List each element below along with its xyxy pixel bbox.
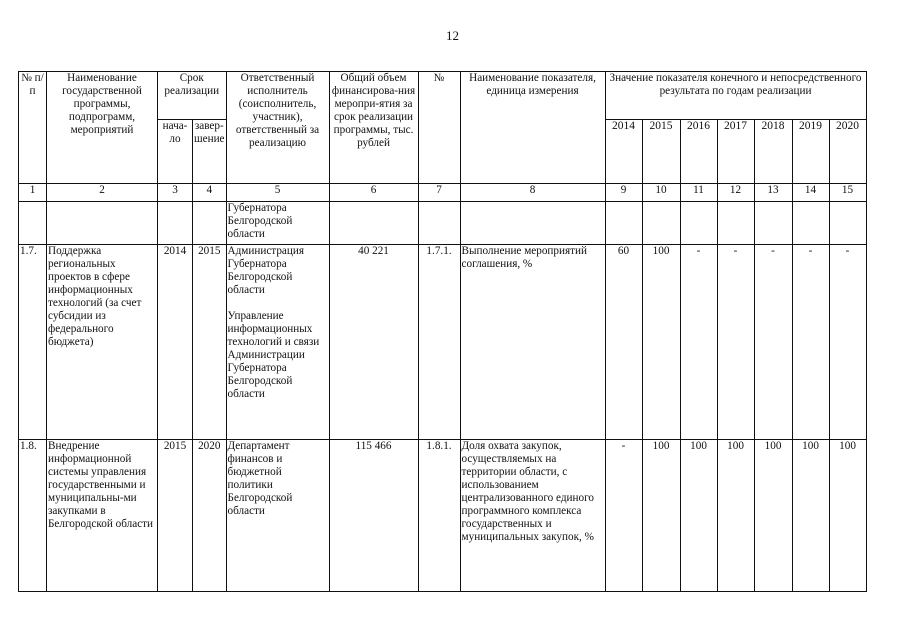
column-number: 7	[418, 184, 460, 202]
indicator-value: -	[717, 245, 754, 440]
financing-amount: 115 466	[329, 440, 418, 592]
indicator-value: 100	[680, 440, 717, 592]
header-year: 2017	[717, 120, 754, 184]
indicator-name: Выполнение мероприятий соглашения, %	[460, 245, 605, 440]
start-year: 2014	[158, 245, 193, 440]
indicator-number: 1.7.1.	[418, 245, 460, 440]
column-number: 10	[642, 184, 680, 202]
header-year: 2014	[605, 120, 642, 184]
measure-name: Поддержка региональных проектов в сфере информационных технологий (за счет субсидии из федерального бюджета)	[47, 245, 158, 440]
column-number: 8	[460, 184, 605, 202]
continuation-row	[19, 202, 867, 245]
table-row	[19, 440, 867, 592]
financing-amount: 40 221	[329, 245, 418, 440]
header-name: Наименование государственной программы, подпрограмм, мероприятий	[47, 72, 158, 184]
indicator-value: -	[680, 245, 717, 440]
header-year: 2019	[792, 120, 829, 184]
column-number: 5	[226, 184, 329, 202]
indicator-value: 100	[642, 245, 680, 440]
header-year: 2020	[829, 120, 866, 184]
indicator-value: -	[754, 245, 792, 440]
end-year: 2020	[193, 440, 227, 592]
indicator-value: -	[792, 245, 829, 440]
header-term: Срок реализации	[158, 72, 227, 120]
indicator-value: 100	[642, 440, 680, 592]
column-number: 1	[19, 184, 47, 202]
indicator-name: Доля охвата закупок, осуществляемых на территории области, с использованием централизованного единого программного комплекса государственных и муниципальных закупок, %	[460, 440, 605, 592]
header-year: 2016	[680, 120, 717, 184]
start-year: 2015	[158, 440, 193, 592]
header-year: 2015	[642, 120, 680, 184]
header-term-end: завер-шение	[193, 120, 227, 184]
header-indicator-num: №	[418, 72, 460, 184]
column-number: 15	[829, 184, 866, 202]
row-number: 1.7.	[19, 245, 47, 440]
column-number: 13	[754, 184, 792, 202]
column-number: 12	[717, 184, 754, 202]
indicator-value: 100	[754, 440, 792, 592]
header-financing: Общий объем финансирова-ния меропри-ятия за срок реализации программы, тыс. рублей	[329, 72, 418, 184]
responsible-cell: Губернатора Белгородской области	[226, 202, 329, 245]
column-number: 11	[680, 184, 717, 202]
indicator-value: -	[829, 245, 866, 440]
measure-name: Внедрение информационной системы управления государственными и муниципальны-ми закупками в Белгородской области	[47, 440, 158, 592]
column-number: 14	[792, 184, 829, 202]
column-number: 2	[47, 184, 158, 202]
column-number: 3	[158, 184, 193, 202]
end-year: 2015	[193, 245, 227, 440]
table-row	[19, 245, 867, 440]
page-number: 12	[446, 28, 459, 43]
header-num: № п/п	[19, 72, 47, 184]
responsible-cell: Департамент финансов и бюджетной политики Белгородской области	[226, 440, 329, 592]
header-year: 2018	[754, 120, 792, 184]
indicator-value: 100	[829, 440, 866, 592]
row-number: 1.8.	[19, 440, 47, 592]
column-numbers-row	[19, 184, 867, 202]
indicator-value: 100	[792, 440, 829, 592]
header-values-title: Значение показателя конечного и непосредственного результата по годам реализации	[605, 72, 866, 120]
column-number: 6	[329, 184, 418, 202]
header-term-start: нача-ло	[158, 120, 193, 184]
indicator-value: 60	[605, 245, 642, 440]
column-number: 4	[193, 184, 227, 202]
header-responsible: Ответственный исполнитель (соисполнитель, участник), ответственный за реализацию	[226, 72, 329, 184]
column-number: 9	[605, 184, 642, 202]
indicator-value: -	[605, 440, 642, 592]
responsible-cell: Администрация Губернатора Белгородской области Управление информационных технологий и связи Администрации Губернатора Белгородской области	[226, 245, 329, 440]
indicator-number: 1.8.1.	[418, 440, 460, 592]
header-indicator: Наименование показателя, единица измерения	[460, 72, 605, 184]
indicator-value: 100	[717, 440, 754, 592]
program-table	[18, 71, 867, 592]
